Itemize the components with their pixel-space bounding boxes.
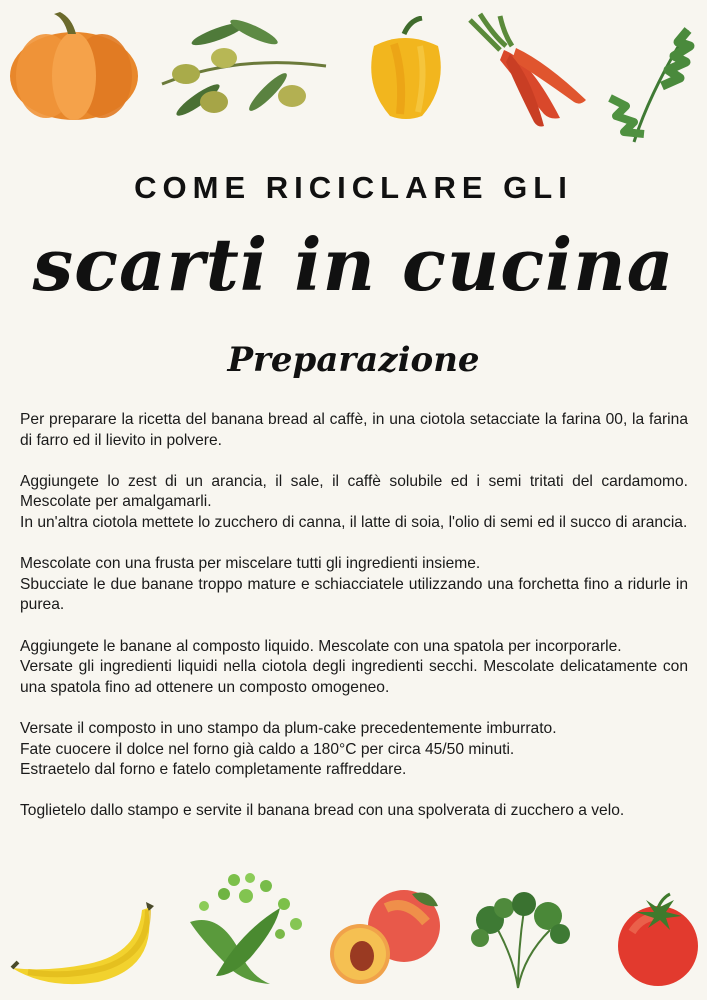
paragraph	[20, 801, 688, 822]
text-line: Toglietelo dallo stampo e servite il banana bread con una spolverata di zucchero a velo.	[20, 802, 625, 820]
section-heading: Preparazione	[227, 340, 480, 380]
text-line: In un'altra ciotola mettete lo zucchero di canna, il latte di soia, l'olio di semi ed il succo di arancia.	[20, 513, 688, 531]
pumpkin-illustration	[6, 8, 142, 124]
tomato-illustration	[612, 892, 702, 988]
paragraph	[20, 554, 688, 616]
text-line: Mescolate con una frusta per miscelare tutti gli ingredienti insieme.	[20, 555, 481, 573]
arugula-illustration	[604, 22, 700, 144]
paragraph	[20, 410, 688, 451]
text-line: Aggiungete le banane al composto liquido. Mescolate con una spatola per incorporarle.	[20, 637, 622, 655]
text-line: Per preparare la ricetta del banana bread al caffè, in una ciotola setacciate la farina 00, la farina di farro ed il lievito in polvere.	[20, 411, 688, 449]
text-line: Aggiungete lo zest di un arancia, il sale, il caffè solubile ed i semi tritati del cardamomo. Mescolate per amalgamarli.	[20, 472, 688, 511]
paragraph	[20, 637, 688, 699]
text-line: Versate il composto in uno stampo da plum-cake precedentemente imburrato.	[20, 719, 557, 737]
paragraph	[20, 719, 688, 781]
paragraph	[20, 472, 688, 534]
banana-illustration	[8, 898, 156, 990]
yellow-pepper-illustration	[364, 16, 448, 120]
page-title-line2: scarti in cucina	[32, 222, 675, 307]
parsley-illustration	[468, 890, 578, 990]
text-line: Versate gli ingredienti liquidi nella ciotola degli ingredienti secchi. Mescolate delicatamente con una spatola fino ad ottenere un composto omogeneo.	[20, 658, 688, 696]
peas-illustration	[180, 872, 310, 988]
page-title-line1: COME RICICLARE GLI	[134, 170, 573, 205]
peach-illustration	[326, 888, 446, 988]
olive-branch-illustration	[158, 14, 330, 120]
text-line: Fate cuocere il dolce nel forno già caldo a 180°C per circa 45/50 minuti.	[20, 740, 515, 758]
carrots-illustration	[460, 10, 592, 130]
recipe-body	[20, 410, 688, 842]
text-line: Estraetelo dal forno e fatelo completamente raffreddare.	[20, 761, 407, 779]
text-line: Sbucciate le due banane troppo mature e schiacciatele utilizzando una forchetta fino a ridurle in purea.	[20, 575, 688, 614]
